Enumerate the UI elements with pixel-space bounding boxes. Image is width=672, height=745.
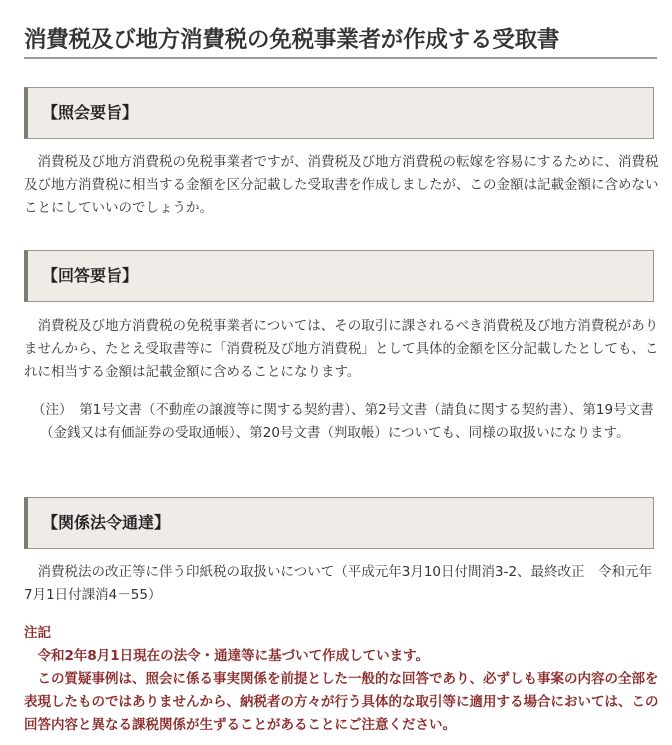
title-divider <box>24 57 657 59</box>
answer-note: （注） 第1号文書（不動産の譲渡等に関する契約書）、第2号文書（請負に関する契約書）、第19号文書（金銭又は有価証券の受取通帳）、第20号文書（判取帳）についても、同様の取扱いになります。 <box>32 402 654 441</box>
caution-block <box>24 622 664 737</box>
caution-line-1: 令和2年8月1日現在の法令・通達等に基づいて作成しています。 <box>37 648 430 664</box>
inquiry-body: 消費税及び地方消費税の免税事業者ですが、消費税及び地方消費税の転嫁を容易にするために、消費税及び地方消費税に相当する金額を区分記載した受取書を作成しましたが、この金額は記載金額に含めないことにしていいのでしょうか。 <box>24 154 659 216</box>
section-heading-inquiry: 【照会要旨】 <box>24 87 654 139</box>
caution-line-2: この質疑事例は、照会に係る事実関係を前提とした一般的な回答であり、必ずしも事案の内容の全部を表現したものではありませんから、納税者の方々が行う具体的な取引等に適用する場合においては、この回答内容と異なる課税関係が生ずることがあることにご注意ください。 <box>24 671 659 733</box>
caution-label: 注記 <box>24 625 51 641</box>
section-heading-law: 【関係法令通達】 <box>24 497 654 549</box>
law-body: 消費税法の改正等に伴う印紙税の取扱いについて（平成元年3月10日付間消3-2、最終改正 令和元年7月1日付課消4－55） <box>24 564 653 603</box>
section-heading-answer: 【回答要旨】 <box>24 250 654 302</box>
page-title: 消費税及び地方消費税の免税事業者が作成する受取書 <box>24 27 560 54</box>
answer-body: 消費税及び地方消費税の免税事業者については、その取引に課されるべき消費税及び地方消費税がありませんから、たとえ受取書等に「消費税及び地方消費税」として具体的金額を区分記載したとしても、これに相当する金額は記載金額に含めることになります。 <box>24 318 659 380</box>
